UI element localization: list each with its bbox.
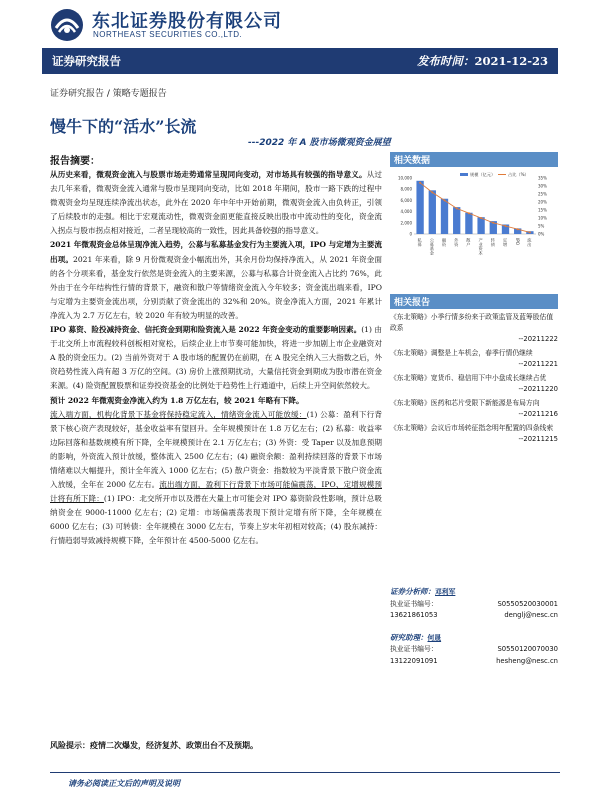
- chart-line-series: [420, 183, 530, 233]
- analyst-1-email[interactable]: denglj@nesc.cn: [504, 611, 558, 619]
- company-name-en: NORTHEAST SECURITIES CO.,LTD.: [93, 30, 243, 39]
- footer-disclaimer: 请务必阅读正文后的声明及说明: [68, 779, 180, 788]
- related-report-date: --20211216: [518, 410, 558, 418]
- footer-divider: [50, 772, 560, 773]
- analyst-2-cert: S0550120070030: [497, 645, 558, 653]
- summary-paragraph-4: [50, 394, 382, 549]
- y2-tick-label: 35%: [538, 175, 547, 181]
- publish-date-label: 发布时间：: [416, 54, 475, 68]
- summary-paragraph-1: [50, 168, 382, 238]
- summary-p4-bold: 预计 2022 年微观资金净流入约为 1.8 万亿左右，较 2021 年略有下降。: [50, 395, 304, 405]
- company-logo-icon: [50, 8, 84, 42]
- analyst-2-name[interactable]: 何晟: [427, 633, 442, 642]
- y2-tick-label: 5%: [538, 223, 545, 229]
- page-subtitle: ---2022 年 A 股市场微观资金展望: [248, 138, 391, 148]
- y2-tick-label: 15%: [538, 207, 547, 213]
- report-type: 证券研究报告: [52, 54, 121, 68]
- chart-line-point: [468, 212, 470, 214]
- analyst-info: [390, 586, 558, 667]
- y-tick-label: 2,000: [400, 220, 412, 226]
- related-report-date: --20211220: [518, 385, 558, 393]
- analyst-2-phone: 13122091091: [390, 656, 438, 665]
- analyst-2-cert-label: 执业证书编号：: [390, 645, 438, 653]
- related-report-date: --20211221: [518, 360, 558, 368]
- company-name-cn: 东北证券股份有限公司: [92, 11, 282, 32]
- page-title: 慢牛下的“活水”长流: [50, 117, 197, 136]
- y2-tick-label: 20%: [538, 199, 547, 205]
- x-tick-label: 流出: [527, 238, 533, 247]
- analyst-spacer: [390, 622, 558, 632]
- y2-tick-label: 25%: [538, 191, 547, 197]
- chart-bar: [441, 199, 448, 234]
- analyst-1-header: [390, 586, 558, 599]
- summary-p2-text: 2021 年来看，除 9 月份微观资金小幅流出外，其余月份均保持净流入，从 2021 年资金面的各个分项来看，基金发行依然是资金流入的主要来源，公募与私募合计资金流入占比约 76%，此外由于在今年结构性行情的背景下，融资和散户等情绪资金流入今年较多；资金流出端来看，IPO 与定增为主要资金流出项，分别贡献了资金流出的 32%和 20%。资金净流入方面，2021 年累计净流入为 2.7 万亿左右，较 2020 年有较为明显的改善。: [50, 254, 382, 320]
- summary-p1-bold: 从历史来看，微观资金流入与股票市场走势通常呈现同向变动，对市场具有较强的指导意义。: [50, 170, 367, 179]
- x-tick-label: 公募基金: [429, 238, 435, 255]
- summary-p4-underline-1: 流入端方面，机构化背景下基金将保持稳定流入，情绪资金流入可能放缓：: [50, 409, 307, 419]
- x-tick-label: 融资: [442, 238, 447, 247]
- x-tick-label: 外资: [454, 238, 460, 247]
- publish-date: [417, 53, 548, 69]
- chart-line-point: [444, 199, 446, 201]
- chart-line-point: [419, 182, 421, 184]
- summary-p1-text: 从过去几年来看，微观资金流入通常与股市呈现同向变动，比如 2018 年期间，股市一路下跌的过程中微观资金均呈现连续净流出状态，此外在 2020 年中年中开始前期，微观资金流入由负转正，引领了后续股市的走强。相比于宏观流动性，微观资金面更能直接反映出股市中流动性的变化，资金流入拐点与股市拐点相对接近，二者呈现较高的一致性，因此具备较强的指导意义。: [50, 170, 383, 236]
- breadcrumb: 证券研究报告 / 策略专题报告: [50, 89, 167, 99]
- chart-line-point: [480, 217, 482, 219]
- summary-p4-text-2: (1) IPO：北交所开市以及潜在大量上市可能会对 IPO 募资阶段性影响，预计总吸纳资金在 9000-11000 亿左右；(2) 定增：市场偏震荡表现下预计定增有所下降，全年规模在 6000 亿左右；(3) 可转债：全年规模在 3000 亿左右，节奏上岁末年初相对较高；(4) 股东减持：行情趋弱导致减持规模下降，全年预计在 4500-5000 亿左右。: [50, 494, 382, 546]
- analyst-1-cert: S0550520030001: [497, 599, 558, 608]
- analyst-2-label: 研究助理：: [390, 632, 428, 642]
- chart-line-point: [456, 207, 458, 209]
- y-tick-label: 0: [409, 231, 412, 237]
- chart-bar: [477, 217, 484, 234]
- y2-tick-label: 10%: [538, 215, 547, 221]
- related-report-title: 《东北策略》小季行情多纷来于政策监管及蓝筹股估值政系: [390, 313, 554, 332]
- y-tick-label: 8,000: [400, 186, 412, 192]
- related-report-item[interactable]: [390, 312, 558, 345]
- flow-chart: [390, 170, 558, 282]
- y-tick-label: 4,000: [400, 209, 412, 215]
- related-report-item[interactable]: [390, 373, 558, 395]
- summary-p2-bold: 2021 年微观资金总体呈现净流入趋势，公募与私募基金发行为主要流入项，IPO 与定增为主要流出项。: [50, 240, 382, 264]
- x-tick-label: 转债: [490, 238, 496, 247]
- analyst-2-email[interactable]: hesheng@nesc.cn: [496, 656, 558, 665]
- x-tick-label: 散户: [466, 238, 472, 247]
- related-reports-list: [390, 312, 558, 448]
- related-reports-heading: 相关报告: [390, 294, 558, 309]
- analyst-2-header: [390, 632, 558, 645]
- related-report-date: --20211215: [518, 435, 558, 443]
- chart-line-point: [529, 231, 531, 233]
- chart-line-point: [431, 191, 433, 193]
- legend-swatch-bars: [460, 173, 468, 176]
- summary-body: [50, 168, 382, 549]
- chart-line-point: [492, 222, 494, 224]
- related-report-title: 《东北策略》宽货币、稳信用下中小盘成长继续占优: [390, 374, 547, 382]
- summary-p3-bold: IPO 募资、险投减持资金、信托资金到期和险资流入是 2022 年资金变动的重要影响因素。: [50, 325, 362, 335]
- x-tick-label: 产业资本: [478, 238, 484, 255]
- related-report-item[interactable]: [390, 348, 558, 370]
- x-tick-label: 私募: [417, 238, 423, 247]
- analyst-2-contact-row: [390, 656, 558, 668]
- summary-heading: 报告摘要：: [50, 156, 100, 167]
- related-report-item[interactable]: [390, 423, 558, 445]
- analyst-1-cert-label: 执业证书编号：: [390, 599, 438, 608]
- analyst-1-contact-row: [390, 610, 558, 622]
- analyst-1-name[interactable]: 邓利军: [435, 588, 456, 596]
- chart-bar: [465, 213, 472, 234]
- chart-bar: [416, 181, 423, 234]
- legend-label-bars: 规模（亿元）: [470, 172, 496, 177]
- legend-label-line: 占比（%）: [508, 172, 529, 177]
- related-report-title: 《东北策略》会议后市场转征指念明年配置的四条线索: [390, 424, 554, 432]
- chart-bar: [429, 190, 436, 234]
- y-tick-label: 10,000: [398, 175, 412, 181]
- y2-tick-label: 0%: [538, 231, 545, 237]
- summary-paragraph-3: [50, 323, 382, 393]
- analyst-1-phone: 13621861053: [390, 611, 438, 619]
- analyst-1-label: 证券分析师：: [390, 587, 435, 596]
- summary-paragraph-2: [50, 238, 382, 323]
- related-report-item[interactable]: [390, 398, 558, 420]
- summary-p3-text: (1) 由于北交所上市流程较科创板相对宽松，后续企业上市节奏可能加快，将进一步加剧上市企业融资对 A 股的资金压力。(2) 当前外资对于 A 股市场的配置仍在前期，在 A 股完全纳入三大指数之后，外资趋势性流入尚有超 3 万亿的空间。(3) 房价上涨预期扰动，大量信托资金到期成为股市潜在资金来源。(4) 险资配置股票和证券投资基金的比例处于趋势性上行通道中，后续上升空间依然较大。: [50, 325, 382, 391]
- risk-warning: 风险提示：疫情二次爆发，经济复苏、政策出台不及预期。: [50, 741, 258, 750]
- y-tick-label: 6,000: [400, 197, 412, 203]
- related-report-title: 《东北策略》调整是上车机会，春季行情仍继续: [390, 349, 533, 357]
- chart-line-point: [517, 228, 519, 230]
- x-tick-label: IPO: [515, 238, 521, 246]
- related-data-heading: 相关数据: [390, 152, 558, 167]
- related-report-title: 《东北策略》医药和芯片受限下新能源是布局方向: [390, 399, 540, 407]
- summary-p4-text-1: (1) 公募：盈利下行背景下核心资产表现较好，基金收益率有望回升。全年规模预计在 1.8 万亿左右；(2) 私募：收益率边际回落和基数规模有所下降，全年规模预计在 2.1 万亿左右；(3) 外资：受 Taper 以及加息预期的影响，外资流入预计放缓，整体流入 2500 亿左右；(4) 融资余额：盈利持续回落的背景下市场情绪难以大幅提升，预计全年流入 1000 亿左右；(5) 散户资金：指数较为平淡背景下散户资金流入放缓，全年在 2000 亿左右。: [50, 409, 383, 490]
- summary-p4-underline-2: 流出端方面，盈利下行背景下市场可能偏震荡，IPO、定增规模预计将有所下降：: [50, 480, 382, 504]
- chart-bar: [453, 207, 460, 234]
- publish-date-value: 2021-12-23: [474, 54, 548, 68]
- chart-line-point: [505, 225, 507, 227]
- analyst-2-cert-row: [390, 644, 558, 656]
- analyst-1-cert-row: [390, 599, 558, 611]
- related-report-date: --20211222: [518, 335, 558, 343]
- y2-tick-label: 30%: [538, 183, 547, 189]
- x-tick-label: 定增: [503, 238, 508, 247]
